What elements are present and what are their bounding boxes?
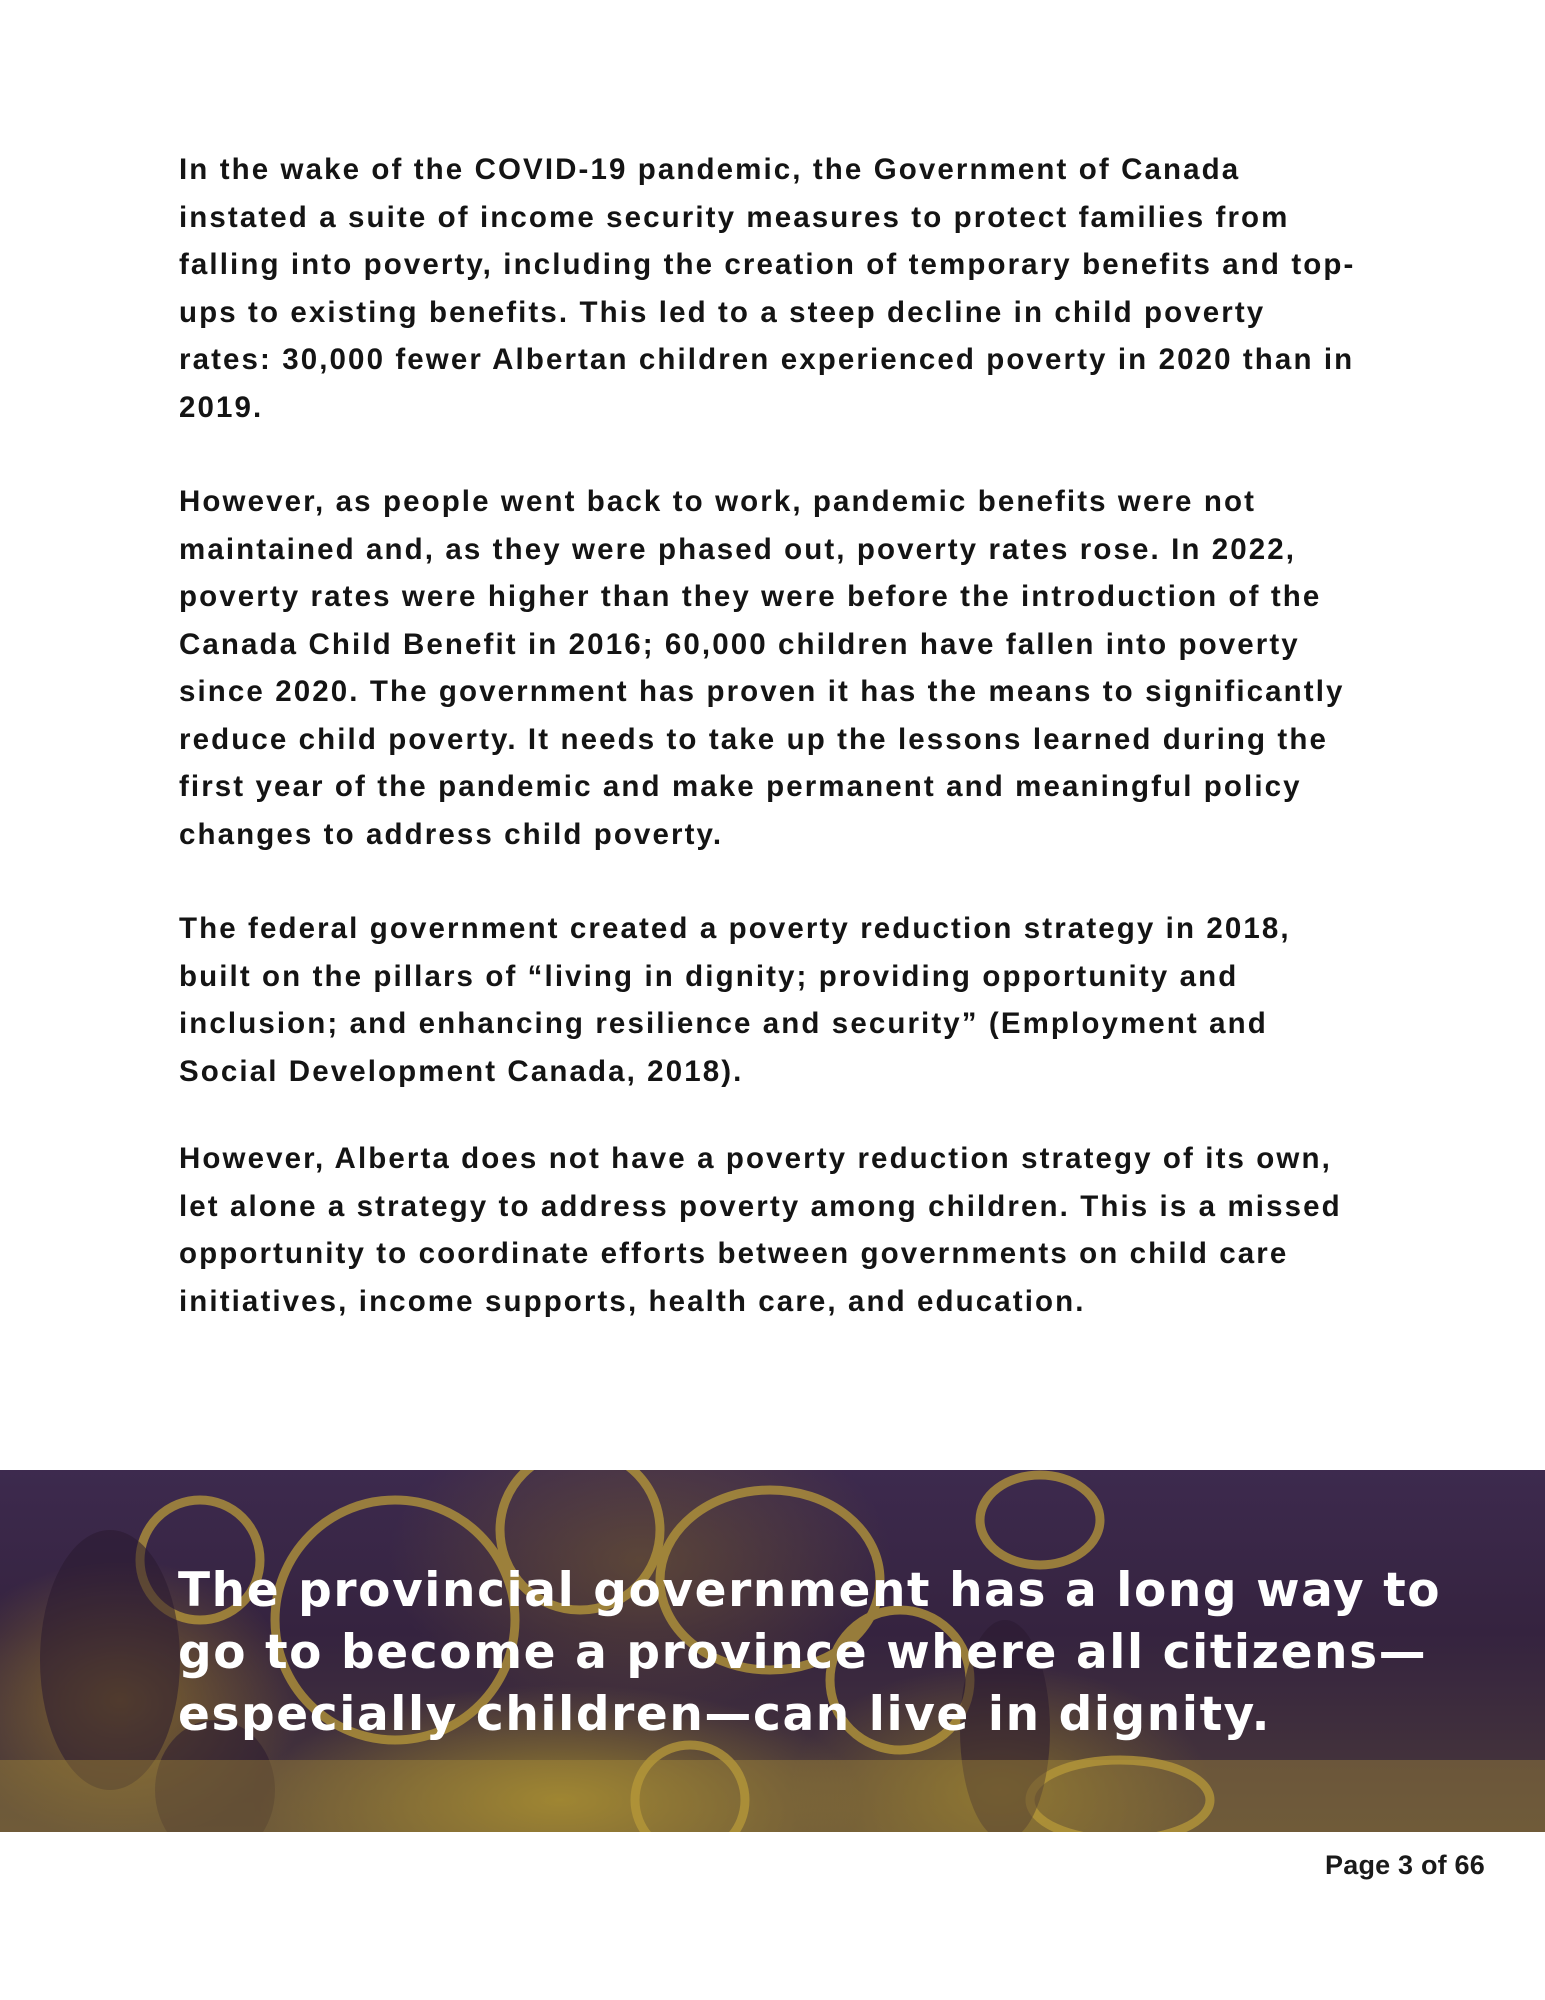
body-text [179,146,1359,1372]
quote-banner [0,1470,1545,1832]
pull-quote: The provincial government has a long way to go to become a province where all citizens—especially children—can live in dignity. [178,1563,1442,1742]
page-number: Page 3 of 66 [1325,1850,1485,1880]
paragraph-benefits-phased-out: However, as people went back to work, pandemic benefits were not maintained and, as they were phased out, poverty rates rose. In 2022, poverty rates were higher than they were before the introduction of the Canada Child Benefit in 2016; 60,000 children have fallen into poverty since 2020. The government has proven it has the means to significantly reduce child poverty. It needs to take up the lessons learned during the first year of the pandemic and make permanent and meaningful policy changes to address child poverty. [179,485,1345,851]
paragraph-alberta-no-strategy: However, Alberta does not have a poverty reduction strategy of its own, let alone a strategy to address poverty among children. This is a missed opportunity to coordinate efforts between governments on child care initiatives, income supports, health care, and education. [179,1142,1342,1318]
paragraph-covid-measures: In the wake of the COVID-19 pandemic, the Government of Canada instated a suite of income security measures to protect families from falling into poverty, including the creation of temporary benefits and top-ups to existing benefits. This led to a steep decline in child poverty rates: 30,000 fewer Albertan children experienced poverty in 2020 than in 2019. [179,153,1356,424]
paragraph-federal-strategy: The federal government created a poverty reduction strategy in 2018, built on the pillars of “living in dignity; providing opportunity and inclusion; and enhancing resilience and security” (Employment and Social Development Canada, 2018). [179,912,1291,1088]
